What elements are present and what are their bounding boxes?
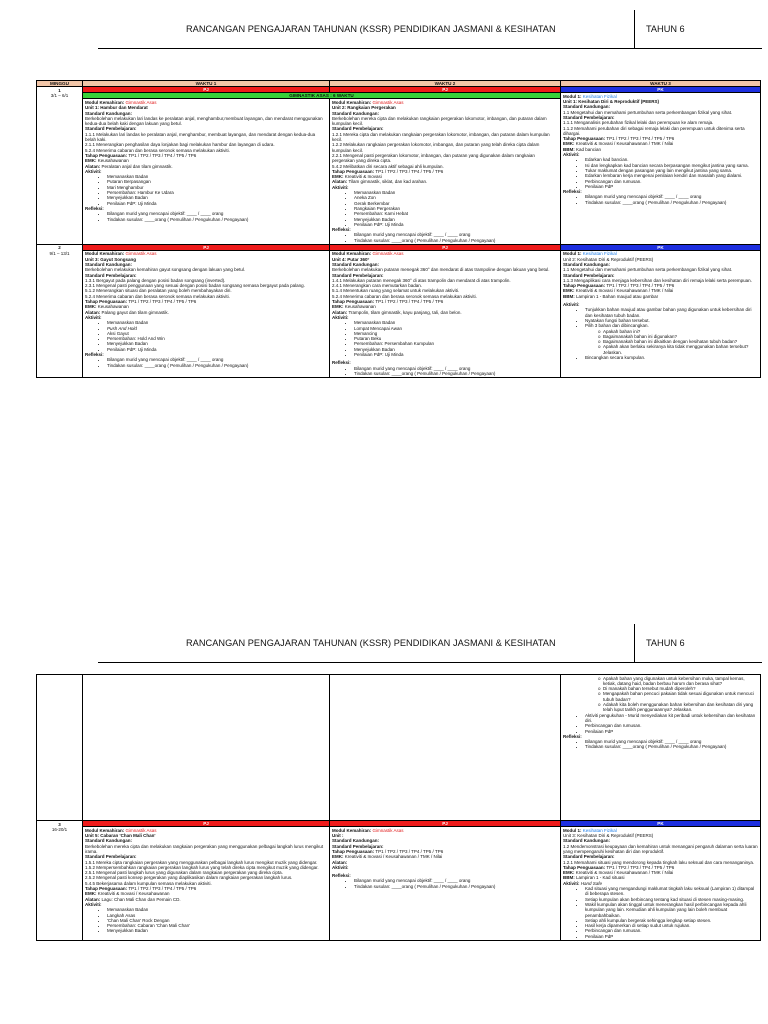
list-item: • Menyejukkan Badan [354, 217, 558, 222]
header-divider [634, 10, 635, 48]
list-item: • Memanaskan Badan [107, 174, 327, 179]
list-item: • Memanaskan Badan [354, 190, 558, 195]
list-item: • Push And Hold [107, 326, 327, 331]
list-item: • Penilaian PdP [585, 729, 758, 734]
list-item: • Langkah Asas [107, 913, 327, 918]
list-item: • Aksi Gayut [107, 331, 327, 336]
week-3-waktu2: Modul Kemahiran: Gimnastik Asas Unit : Standard Kandungan: Standard Pembelajaran: Tahap Penguasaan: TP1 / TP2 / TP3 / TP4 / TP5 / TP6 EMK: Kreativiti & Inovasi / Keusahawanan / TMK / Nilai Alatan: Aktiviti: Refleksi: • Bilangan murid yang mencapai objektif: ____ / ____ orang • Tindakan susulan: ____orang ( Pemulihan / Pengukuhan / Pengayaan) [330, 827, 561, 940]
page-header [98, 10, 762, 49]
sub-question-list [563, 329, 758, 355]
activity-list [563, 307, 758, 328]
list-item: • Mari Menghambur [107, 185, 327, 190]
list-item: • Pilih 3 bahan dan dibincangkan. [585, 323, 758, 328]
document-title: RANCANGAN PENGAJARAN TAHUNAN (KSSR) PENDIDIKAN JASMANI & KESIHATAN [186, 24, 556, 34]
sub-question-list [563, 676, 758, 713]
list-item: • Setiap ahli kumpulan bergerak sehingga lengkap setiap stesen. [585, 918, 758, 923]
tag-pj: PJ [330, 87, 561, 93]
col-minggu: MINGGU [37, 81, 83, 87]
week-dates: 3/1 – 6/1 [50, 92, 69, 98]
list-item: • Edarkan kad bancian. [585, 157, 758, 162]
tag-pj: PJ [83, 244, 330, 250]
list-item: • Putaran Beku [354, 336, 558, 341]
list-item: • Memancing [354, 331, 558, 336]
document-title: RANCANGAN PENGAJARAN TAHUNAN (KSSR) PENDIDIKAN JASMANI & KESIHATAN [186, 638, 556, 648]
activity-list [85, 320, 327, 352]
list-item: • Isi dan lengkapkan kad bancian secara berpasangan mengikut jantina yang sama. [585, 163, 758, 168]
week-2-waktu2: Modul Kemahiran: Gimnastik Asas Unit 4: Putar 360° Standard Kandungan: Berkebolehan melakukan putaran menegak 360° dan mendarat di atas trampoline dengan lakuan yang betul. Standard Pembelajaran: 1.4.1 Melakukan putaran menegak 360° di atas trampolin dan mendarat di atas trampolin. 2.4.1 Menerangkan cara memutarkan badan. 5.1.4 Menentukan ruang yang selamat untuk melakukan aktiviti. 5.2.4 Menerima cabaran dan berasa seronok semasa melakukan aktiviti. Tahap Penguasaan: TP1 / TP2 / TP3 / TP4 / TP5 / TP6 EMK: Keusahawanan Alatan: Trampolin, tilam gimnastik, kayu panjang, tali, dan belon. Aktiviti: • Memanaskan Badan • Lompat Mencapai Awan • Memancing • Putaran Beku • Persembahan: Persembahan Kumpulan • Menyejukkan Badan • Penilaian PdP: Uji Minda Refleksi: • Bilangan murid yang mencapai objektif: ____ / ____ orang • Tindakan susulan: ____orang ( Pemulihan / Pengukuhan / Pengayaan) [330, 250, 561, 377]
list-item: • Memanaskan Badan [354, 320, 558, 325]
list-item: • Persembahan: Persembahan Kumpulan [354, 341, 558, 346]
list-item: • Penilaian PdP: Uji Minda [107, 347, 327, 352]
week-3-cell [37, 821, 83, 941]
list-item: • Rangkaian Pergerakan [354, 206, 558, 211]
activity-list [85, 907, 327, 933]
activity-list [85, 174, 327, 206]
list-item: • Setiap kumpulan akan berbincang tentang kad situasi di stesen masing-masing. [585, 897, 758, 902]
col-waktu2: WAKTU 2 [330, 81, 561, 87]
year-label: TAHUN 6 [646, 24, 685, 34]
week-dates: 9/1 – 13/1 [49, 250, 70, 256]
list-item: • Penilaian PdP [585, 184, 758, 189]
list-item: • Tukar maklumat dengan pasangan yang lain mengikut jantina yang sama. [585, 168, 758, 173]
activity-list [563, 157, 758, 189]
list-item: o Di manakah bahan tersebut mudah diperoleh? [603, 686, 758, 691]
continuation-row [37, 675, 761, 821]
tag-pj: PJ [330, 821, 561, 827]
week-3-content-row [37, 827, 761, 940]
tag-pk: PK [561, 244, 761, 250]
week-1-waktu3: Modul 1: Kesihatan Fizikal Unit 1: Kesihatan Diri & Reproduktif (PEERS) Standard Kandungan: 1.1 Mengetahui dan memahami pertumbuhan serta perkembangan fizikal yang sihat. Standard Pembelajaran: 1.1.1 Menganalisis perubahan fizikal lelaki dan perempuan ke alam remaja. 1.1.2 Memahami perubahan diri sebagai remaja lelaki dan perempuan untuk ditenima serta dihargai. Tahap Penguasaan: TP1 / TP2 / TP3 / TP4 / TP5 / TP6 EMK: Kreativiti & Inovasi / Keusahawanan / TMK / Nilai BBM: Kad bancian Aktiviti: • Edarkan kad bancian. • Isi dan lengkapkan kad bancian secara berpasangan mengikut jantina yang sama. • Tukar maklumat dengan pasangan yang lain mengikut jantina yang sama. • Edarkan lembaran kerja mengenai penilaian kendiri dan masalah yang dialami. • Perbincangan dan rumusan. • Penilaian PdP Refleksi: • Bilangan murid yang mencapai objektif: ____ / ____ orang • Tindakan susulan: ____orang ( Pemulihan / Pengukuhan / Pengayaan) [561, 93, 761, 244]
list-item: • Bincangkan secara kumpulan. [585, 355, 758, 360]
list-item: o Bagaimanakah bahan ini digunakan? [603, 334, 758, 339]
list-item: o Bagaimanakah bahan ini dikaitkan dengan kesihatan tubuh badan? [603, 339, 758, 344]
plan-table-1 [36, 80, 761, 378]
week-3-waktu1: Modul Kemahiran: Gimnastik Asas Unit 5: Cabaran 'Chan Mali Chan' Standard Kandungan: Berkebolehan mereka cipta dan melakukan rangkaian pergerakan yang menggunakan pelbagai langkah lurus mengikut irama. Standard Pembelajaran: 1.5.1 Mereka cipta rangkaian pergerakan yang menggunakan pelbagai langkah lurus mengikut muzik yang didengar. 1.5.2 Mempersembahkan rangkaian pergerakan langkah lurus yang telah direka cipta mengikut muzik yang didengar. 2.5.1 Mengenal pasti langkah lurus yang digunakan dalam rangkaian pergerakan yang direka cipta. 2.5.2 Mengenal pasti konsep pergerakan yang diaplikasikan dalam rangkaian pergerakan langkah lurus. 5.4.5 Bekerjasama dalam kumpulan semasa melakukan aktiviti. Tahap Penguasaan: TP1 / TP2 / TP3 / TP4 / TP5 / TP6 EMK: Kreativiti & Inovasi / Keusahawanan Alatan: Lagu: Chan Mali Chan dan Pemain CD. Aktiviti: • Memanaskan Badan • Langkah Asas • 'Chan Mali Chan' Rock Dengan • Persembahan: Cabaran 'Chan Mali Chan' • Menyejukkan Badan [83, 827, 330, 940]
tag-pk: PK [561, 821, 761, 827]
week-2-waktu3: Modul 1: Kesihatan Fizikal Unit 2: Kesihatan Diri & Reproduktif (PEERS) Standard Kandungan: 1.1 Mengetahui dan memahami pertumbuhan serta perkembangan fizikal yang sihat. Standard Pembelajaran: 1.1.3 Mengaplikasi cara menjaga kebersihan dan kesihatan diri remaja lelaki serta perempuan. Tahap Penguasaan: TP1 / TP2 / TP3 / TP4 / TP5 / TP6 EMK: Kreativiti & Inovasi / Keusahawanan / TMK / Nilai BBM: Lampiran 1 - Bahan maujud atau gambar Aktiviti: • Tunjukkan bahan maujud atau gambar bahan yang digunakan untuk kebersihan diri dan kesihatan tubuh badan. • Nyatakan fungsi bahan tersebut. • Pilih 3 bahan dan dibincangkan. o Apakah bahan ini? o Bagaimanakah bahan ini digunakan? o Bagaimanakah bahan ini dikaitkan dengan kesihatan tubuh badan? o Apakah akan berlaku sekiranya kita tidak menggunakan bahan tersebut? Jelaskan. • Bincangkan secara kumpulan. [561, 250, 761, 377]
activity-list [563, 355, 758, 360]
list-item: • Persembahan: Hambur Ke Udara [107, 190, 327, 195]
list-item: o Apakah akan berlaku sekiranya kita tidak menggunakan bahan tersebut? Jelaskan. [603, 344, 758, 355]
list-item: • Memanaskan Badan [107, 320, 327, 325]
list-item: • Aneka Zon [354, 195, 558, 200]
list-item: • Lompat Mencapai Awan [354, 326, 558, 331]
week-2-cell [37, 244, 83, 377]
week-2-content-row [37, 250, 761, 377]
reflection-list: • Bilangan murid yang mencapai objektif: ____ / ____ orang • Tindakan susulan: ____orang ( Pemulihan / Pengukuhan / Pengayaan) [332, 878, 558, 889]
week-dates: 16-20/1 [51, 826, 68, 832]
list-item: • Persembahan: Cabaran 'Chan Mali Chan' [107, 923, 327, 928]
list-item: o Adakah kita boleh menggunakan bahan kebersihan dan kesihatan diri yang telah luput tarikh penggunaannya? Jelaskan. [603, 702, 758, 713]
list-item: • Menyejukkan Badan [354, 347, 558, 352]
reflection-list: • Bilangan murid yang mencapai objektif: ____ / ____ orang • Tindakan susulan: ____orang ( Pemulihan / Pengukuhan / Pengayaan) [563, 739, 758, 750]
list-item: • Wakil kumpulan akan tinggal untuk menerangkan hasil perbincangan kepada ahli kumpulan yang lain. Kemudian ahli kumpulan yang lain boleh membuat penambahbaikan. [585, 902, 758, 918]
list-item: • Menyejukkan Badan [107, 928, 327, 933]
gimnastik-banner: GIMNASTIK ASAS : 6 WAKTU [83, 93, 561, 99]
list-item: • 'Chan Mali Chan' Rock Dengan [107, 918, 327, 923]
week-3-waktu3: Modul 1: Kesihatan Fizikal Unit 3: Kesihatan Diri & Reproduktif (PEERS) Standard Kandungan: 1.2 Mendemonstrasi keupayaan dan kemahiran untuk menangani pengaruh dalaman serta luaran yang mempengaruhi kesihatan diri dan reproduktif. Standard Pembelajaran: 1.2.1 Memahami situasi yang mendorong kepada tingkah laku seksual dan cara menanganinya. Tahap Penguasaan: TP1 / TP2 / TP3 / TP4 / TP5 / TP6 EMK: Kreativiti & Inovasi / Keusahawanan / TMK / Nilai BBM: Lampiran 1 - Kad situasi Aktiviti: Hand Safe • Kad situasi yang mengandungi maklumat tingkah laku seksual (Lampiran 1) ditampal di beberapa stesen. • Setiap kumpulan akan berbincang tentang kad situasi di stesen masing-masing. • Wakil kumpulan akan tinggal untuk menerangkan hasil perbincangan kepada ahli kumpulan yang lain. Kemudian ahli kumpulan yang lain boleh membuat penambahbaikan. • Setiap ahli kumpulan bergerak sehingga lengkap setiap stesen. • Hasil kerja dipamerkan di setiap sudut untuk rujukan. • Perbincangan dan rumusan. • Penilaian PdP [561, 827, 761, 940]
list-item: • Penilaian PdP: Uji Minda [354, 222, 558, 227]
tag-pj: PJ [83, 821, 330, 827]
list-item: • Penilaian PdP: Uji Minda [107, 201, 327, 206]
list-item: • Persembahan: Hold And Win [107, 336, 327, 341]
list-item: • Perbincangan dan rumusan. [585, 723, 758, 728]
week-1-waktu2: Modul Kemahiran: Gimnastik Asas Unit 2: Rangkaian Pergerakan Standard Kandungan: Berkebolehan mereka cipta dan melakukan rangkaian pergerakan lokomotor, imbangan, dan putaran dalam kumpulan kecil. Standard Pembelajaran: 1.2.1 Mereka cipta dan melakukan rangkaian pergerakan lokomotor, imbangan, dan putaran dalam kumpulan kecil. 1.2.2 Melakukan rangkaian pergerakan lokomotor, imbangan, dan putaran yang telah direka cipta dalam kumpulan kecil. 2.2.1 Mengenal pasti pergerakan lokomotor, imbangan, dan putaran yang digunakan dalam rangkaian pergerakan yang direka cipta. 5.4.2 Melibatkan diri secara aktif sebagai ahli kumpulan. Tahap Penguasaan: TP1 / TP2 / TP3 / TP4 / TP5 / TP6 EMK: Kreativiti & Inovasi Alatan: Tilam gimnastik, siklat, dan kad arahan. Aktiviti: • Memanaskan Badan • Aneka Zon • Gerak Berkembar • Rangkaian Pergerakan • Persembahan: Kami Hebat • Menyejukkan Badan • Penilaian PdP: Uji Minda Refleksi: • Bilangan murid yang mencapai objektif: ____ / ____ orang • Tindakan susulan: ____orang ( Pemulihan / Pengukuhan / Pengayaan) [330, 99, 561, 244]
tag-pj: PJ [330, 244, 561, 250]
reflection-list: • Bilangan murid yang mencapai objektif: ____ / ____ orang • Tindakan susulan: ____orang ( Pemulihan / Pengukuhan / Pengayaan) [563, 194, 758, 205]
week-number: 1 [58, 87, 61, 93]
list-item: • Aktiviti pengukuhan - Murid menyediakan kit peribadi untuk kebersihan dan kesihatan diri. [585, 713, 758, 724]
list-item: • Hasil kerja dipamerkan di setiap sudut untuk rujukan. [585, 923, 758, 928]
week-1-waktu1: Modul Kemahiran: Gimnastik Asas Unit 1: Hambur dan Mendarat Standard Kandungan: Berkebolehan melakukan lari landas ke peralatan anjal, menghambur,membuat layangan, dan mendarat menggunakan kedua-dua belah kaki dengan lakuan yang betul. Standard Pembelajaran: 1.1.1 Melakukan lari landas ke peralatan anjal, menghambur, membuat layangan, dan mendarat dengan kedua-dua belah kaki. 2.1.1 Menerangkan penghasilan daya lonjakan bagi melakukan hambur dan layangan di udara. 5.2.4 Menerima cabaran dan berasa seronok semasa melakukan aktiviti. Tahap Penguasaan: TP1 / TP2 / TP3 / TP4 / TP5 / TP6 EMK: Keusahawanan Alatan: Peralatan anjal dan tilam gimnastik. Aktiviti: • Memanaskan Badan • Putaran Berpasangan • Mari Menghambur • Persembahan: Hambur Ke Udara • Menyejukkan Badan • Penilaian PdP: Uji Minda Refleksi: • Bilangan murid yang mencapai objektif: ____ / ____ orang • Tindakan susulan: ____orang ( Pemulihan / Pengukuhan / Pengayaan) [83, 99, 330, 244]
list-item: • Kad situasi yang mengandungi maklumat tingkah laku seksual (Lampiran 1) ditampal di beberapa stesen. [585, 886, 758, 897]
list-item: • Gerak Berkembar [354, 201, 558, 206]
week-2-waktu1: Modul Kemahiran: Gimnastik Asas Unit 3: Gayut Songsang Standard Kandungan: Berkebolehan melakukan kemahiran gayut songsang dengan lakuan yang betul. Standard Pembelajaran: 1.3.1 Bergayut pada palang dengan posisi badan songsang (inverted). 2.3.1 Mengenal pasti penggunaan yang sesuai dengan posisi badan songsang semasa bergayut pada palang. 5.1.2 Menerangkan situasi dan peralatan yang boleh membahayakan diri. 5.2.4 Menerima cabaran dan berasa seronok semasa melakukan aktiviti. Tahap Penguasaan: TP1 / TP2 / TP3 / TP4 / TP5 / TP6 EMK: Keusahawanan Alatan: Palang gayut dan tilam gimnastik. Aktiviti: • Memanaskan Badan • Push And Hold • Aksi Gayut • Persembahan: Hold And Win • Menyejukkan Badan • Penilaian PdP: Uji Minda Refleksi: • Bilangan murid yang mencapai objektif: ____ / ____ orang • Tindakan susulan: ____orang ( Pemulihan / Pengukuhan / Pengayaan) [83, 250, 330, 377]
list-item: • Menyejukkan Badan [107, 341, 327, 346]
year-label: TAHUN 6 [646, 638, 685, 648]
reflection-list: • Bilangan murid yang mencapai objektif: ____ / ____ orang • Tindakan susulan: ____orang ( Pemulihan / Pengukuhan / Pengayaan) [332, 232, 558, 243]
reflection-list: • Bilangan murid yang mencapai objektif: ____ / ____ orang • Tindakan susulan: ____orang ( Pemulihan / Pengukuhan / Pengayaan) [85, 211, 327, 222]
list-item: • Penilaian PdP [585, 934, 758, 939]
reflection-list: • Bilangan murid yang mencapai objektif: ____ / ____ orang • Tindakan susulan: ____orang ( Pemulihan / Pengukuhan / Pengayaan) [332, 366, 558, 377]
week-number: 3 [58, 821, 61, 827]
list-item: • Tunjukkan bahan maujud atau gambar bahan yang digunakan untuk kebersihan diri dan kesihatan tubuh badan. [585, 307, 758, 318]
list-item: o Mengapakah bahan pencuci pakaian tidak sesuai digunakan untuk mencuci tubuh badan? [603, 691, 758, 702]
col-waktu3: WAKTU 3 [561, 81, 761, 87]
tag-pj: PJ [83, 87, 330, 93]
list-item: • Perbincangan dan rumusan. [585, 179, 758, 184]
activity-list [563, 713, 758, 734]
continuation-waktu3: o Apakah bahan yang digunakan untuk kebersihan muka, tampal kemas, ketiak, datang haid, badan berbau harum dan berasa sihat? o Di manakah bahan tersebut mudah diperoleh? o Mengapakah bahan pencuci pakaian tidak sesuai digunakan untuk mencuci tubuh badan? o Adakah kita boleh menggunakan bahan kebersihan dan kesihatan diri yang telah luput tarikh penggunaannya? Jelaskan. • Aktiviti pengukuhan - Murid menyediakan kit peribadi untuk kebersihan dan kesihatan diri. • Perbincangan dan rumusan. • Penilaian PdP Refleksi: • Bilangan murid yang mencapai objektif: ____ / ____ orang • Tindakan susulan: ____orang ( Pemulihan / Pengukuhan / Pengayaan) [561, 675, 761, 821]
list-item: • Memanaskan Badan [107, 907, 327, 912]
activity-list [332, 190, 558, 227]
list-item: • Edarkan lembaran kerja mengenai penilaian kendiri dan masalah yang dialami. [585, 173, 758, 178]
header-divider [634, 624, 635, 662]
list-item: • Perbincangan dan rumusan. [585, 928, 758, 933]
tag-pk: PK [561, 87, 761, 93]
plan-table-2 [36, 674, 761, 941]
activity-list [563, 886, 758, 939]
activity-list [332, 320, 558, 357]
reflection-list: • Bilangan murid yang mencapai objektif: ____ / ____ orang • Tindakan susulan: ____orang ( Pemulihan / Pengukuhan / Pengayaan) [85, 357, 327, 368]
list-item: • Persembahan: Kami Hebat [354, 211, 558, 216]
list-item: o Apakah bahan ini? [603, 329, 758, 334]
col-waktu1: WAKTU 1 [83, 81, 330, 87]
list-item: • Putaran Berpasangan [107, 179, 327, 184]
list-item: o Apakah bahan yang digunakan untuk kebersihan muka, tampal kemas, ketiak, datang haid, badan berbau harum dan berasa sihat? [603, 676, 758, 687]
list-item: • Nyatakan fungsi bahan tersebut. [585, 318, 758, 323]
page-header [98, 624, 762, 663]
list-item: • Penilaian PdP: Uji Minda [354, 352, 558, 357]
list-item: • Menyejukkan Badan [107, 195, 327, 200]
week-number: 2 [58, 245, 61, 251]
week-1-cell [37, 87, 83, 245]
